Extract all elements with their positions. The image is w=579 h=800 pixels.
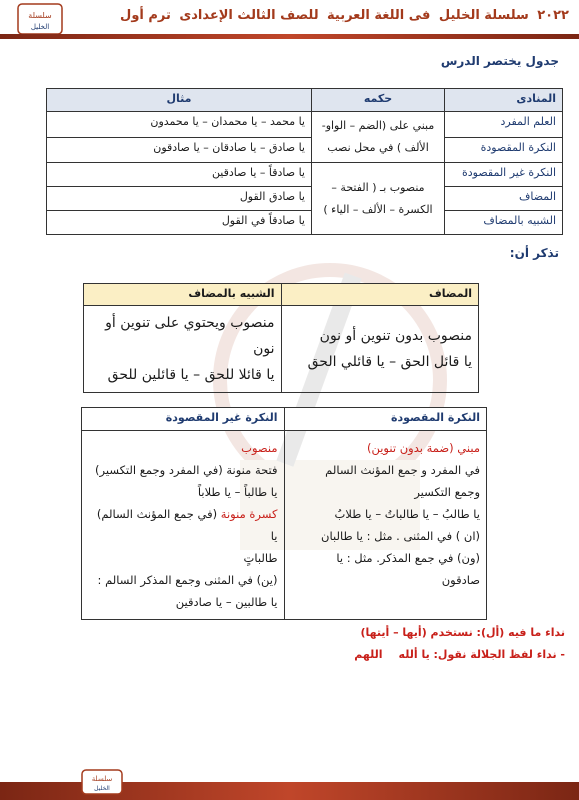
line: وجمع التكسير [414,485,480,499]
mudaf-cell [281,306,479,393]
header-nakira-ghayr-maqsuda: النكرة غير المقصودة [82,408,285,431]
shabih-example: يا قائلا للحق – يا قائلين للحق [107,367,275,383]
remember-title: تذكر أن: [509,246,559,260]
page-header [0,0,579,40]
line: (ون) في جمع المذكر. مثل : يا [336,551,480,565]
table-row [47,163,563,187]
line-rest: (في جمع المؤنث السالم) يا [96,507,278,543]
row-title: النكرة غير المقصودة [445,163,563,187]
table-header-row [82,408,487,431]
header-title [120,8,569,23]
header-subject: فى اللغة العربية [327,8,431,23]
header-ruling: حكمه [312,89,445,112]
header-munada: المنادى [445,89,563,112]
table-row [84,306,479,393]
table-header-row [47,89,563,112]
line: (ان ) في المثنى . مثل : يا طالبان [321,529,480,543]
highlight: كسرة منونة [220,507,278,521]
table-row [47,137,563,163]
logo-text-1: سلسلة [28,11,52,20]
row-example: يا صادقاً – يا صادقين [47,163,312,187]
line: (ين) في المثنى وجمع المذكر السالم : [97,573,278,587]
mudaf-comparison-table [83,283,479,393]
row-title: المضاف [445,187,563,211]
line: يا طالباً – يا طلاباً [197,485,278,499]
ruling-accusative: منصوب بـ ( الفتحة – الكسرة – الألف – الياء ) [312,163,445,235]
nakira-ghayr-maqsuda-cell [82,431,285,620]
footer-logo-text-1: سلسلة [91,775,113,783]
footer-logo [80,768,124,796]
line [88,503,278,547]
table-header-row [84,284,479,306]
header-example: مثال [47,89,312,112]
row-example: يا صادقاً في القول [47,211,312,235]
note-al: نداء ما فيه (أل): نستخدم (أيها – أيتها) [360,626,565,639]
header-year: ٢٠٢٢ [537,8,569,23]
header-bar [0,34,579,39]
shabih-rule: منصوب ويحتوي على تنوين أو نون [105,315,275,357]
line: في المفرد و جمع المؤنث السالم [325,463,480,477]
series-logo [12,2,68,36]
row-example: يا صادق – يا صادقان – يا صادقون [47,137,312,163]
note-text: - نداء لفظ الجلالة نقول: يا ألله [398,648,565,661]
header-series: سلسلة الخليل [438,8,529,23]
footer-logo-text-2: الخليل [94,785,110,792]
table-row [47,211,563,235]
shabih-cell [84,306,282,393]
summary-table [46,88,563,235]
line: صادقون [441,573,480,587]
header-grade: للصف الثالث الإعدادى [179,8,319,23]
header-term: ترم أول [120,8,171,23]
row-title: العلم المفرد [445,112,563,138]
table-row [47,112,563,138]
header-nakira-maqsuda: النكرة المقصودة [284,408,487,431]
mudaf-rule: منصوب بدون تنوين أو نون [319,328,472,344]
mudaf-example: يا قائل الحق – يا قائلي الحق [307,354,472,370]
nakira-maqsuda-cell [284,431,487,620]
header-shabih: الشبيه بالمضاف [84,284,282,306]
row-title: النكرة المقصودة [445,137,563,163]
note-allahumma: اللهم [354,648,383,661]
nakira-comparison-table [81,407,487,620]
line: يا طالبين – يا صادقين [175,595,278,609]
line: طالباتٍ [243,551,278,565]
row-example: يا محمد – يا محمدان – يا محمدون [47,112,312,138]
table-row [47,187,563,211]
ruling-built: مبني على (الضم – الواو- الألف ) في محل نصب [312,112,445,163]
header-mudaf: المضاف [281,284,479,306]
line: منصوب [241,441,278,455]
logo-text-2: الخليل [30,23,50,31]
line: مبني (ضمة بدون تنوين) [366,441,480,455]
row-title: الشبيه بالمضاف [445,211,563,235]
summary-table-title: جدول يختصر الدرس [440,54,559,68]
notes [354,622,565,666]
row-example: يا صادق القول [47,187,312,211]
table-row [82,431,487,620]
note-lafz-aljalala [354,644,565,666]
line: يا طالبُ – يا طالباتُ – يا طلابُ [334,507,480,521]
line: فتحة منونة (في المفرد وجمع التكسير) [95,463,278,477]
